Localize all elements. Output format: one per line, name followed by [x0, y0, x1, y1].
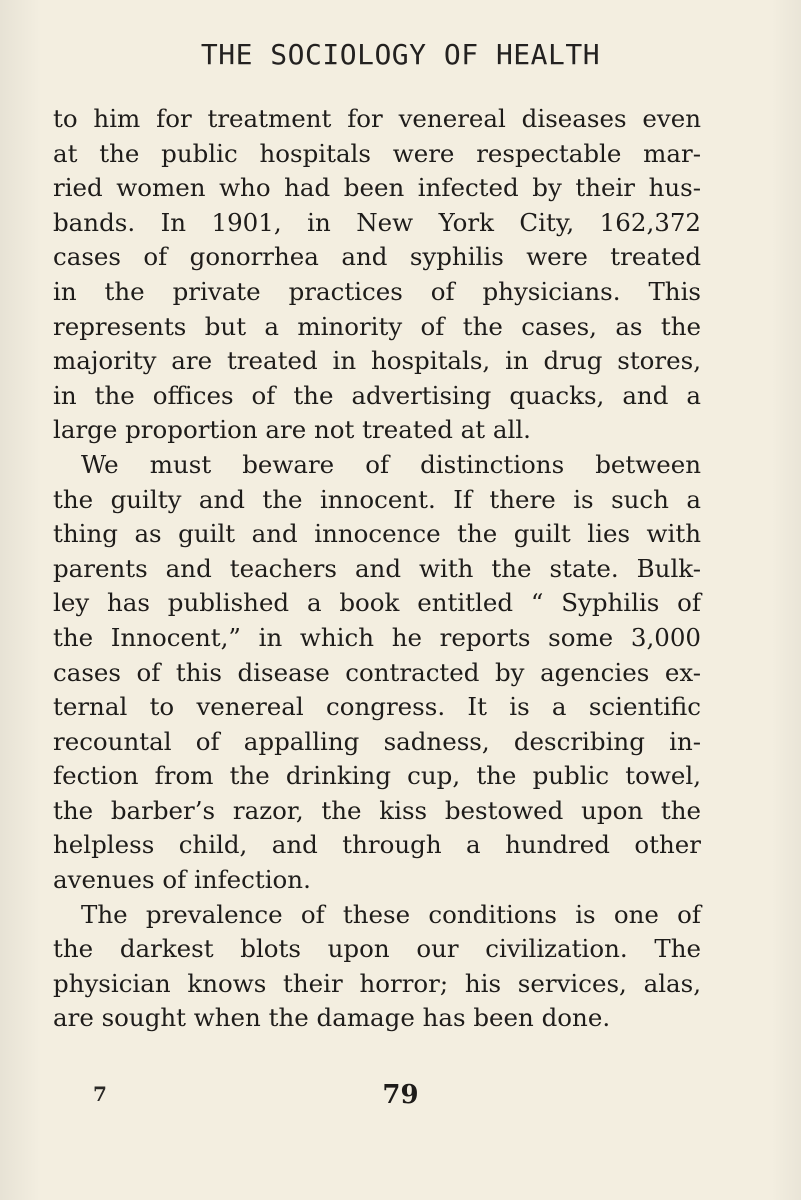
text-line: in the private practices of physicians. This: [53, 276, 701, 306]
text-line: majority are treated in hospitals, in drug stores,: [53, 346, 701, 376]
text-line: helpless child, and through a hundred other: [53, 830, 701, 860]
text-line: represents but a minority of the cases, as the: [53, 311, 701, 341]
page-footer: [0, 1080, 801, 1116]
text-line: ley has published a book entitled “ Syphilis of: [53, 588, 701, 618]
text-line: The prevalence of these conditions is one of: [81, 899, 701, 929]
text-line: recountal of appalling sadness, describing in-: [53, 726, 701, 756]
text-line: parents and teachers and with the state. Bulk-: [53, 553, 701, 583]
text-line: ried women who had been infected by their hus-: [53, 173, 701, 203]
text-line: the Innocent,” in which he reports some 3,000: [53, 622, 701, 652]
body-text: [53, 102, 701, 1036]
text-line: cases of this disease contracted by agencies ex-: [53, 657, 701, 687]
text-line: large proportion are not treated at all.: [53, 415, 531, 445]
text-line: the guilty and the innocent. If there is such a: [53, 484, 701, 514]
text-line: the barber’s razor, the kiss bestowed upon the: [53, 795, 701, 825]
text-line: at the public hospitals were respectable mar-: [53, 138, 701, 168]
text-line: avenues of infection.: [53, 865, 311, 895]
text-line: to him for treatment for venereal diseases even: [53, 104, 701, 133]
running-head: THE SOCIOLOGY OF HEALTH: [200, 38, 601, 71]
text-line: fection from the drinking cup, the public towel,: [53, 761, 701, 791]
text-line: the darkest blots upon our civilization. The: [53, 934, 701, 964]
text-line: cases of gonorrhea and syphilis were treated: [53, 242, 701, 272]
text-line: physician knows their horror; his services, alas,: [53, 968, 701, 998]
text-line: We must beware of distinctions between: [81, 449, 701, 479]
text-line: thing as guilt and innocence the guilt lies with: [53, 519, 701, 549]
text-line: ternal to venereal congress. It is a scientific: [53, 692, 701, 722]
text-line: bands. In 1901, in New York City, 162,372: [53, 207, 701, 237]
page-number: 79: [382, 1080, 419, 1110]
text-line: in the offices of the advertising quacks, and a: [53, 380, 701, 410]
text-line: are sought when the damage has been done.: [53, 1003, 611, 1033]
signature-mark: 7: [93, 1082, 107, 1106]
